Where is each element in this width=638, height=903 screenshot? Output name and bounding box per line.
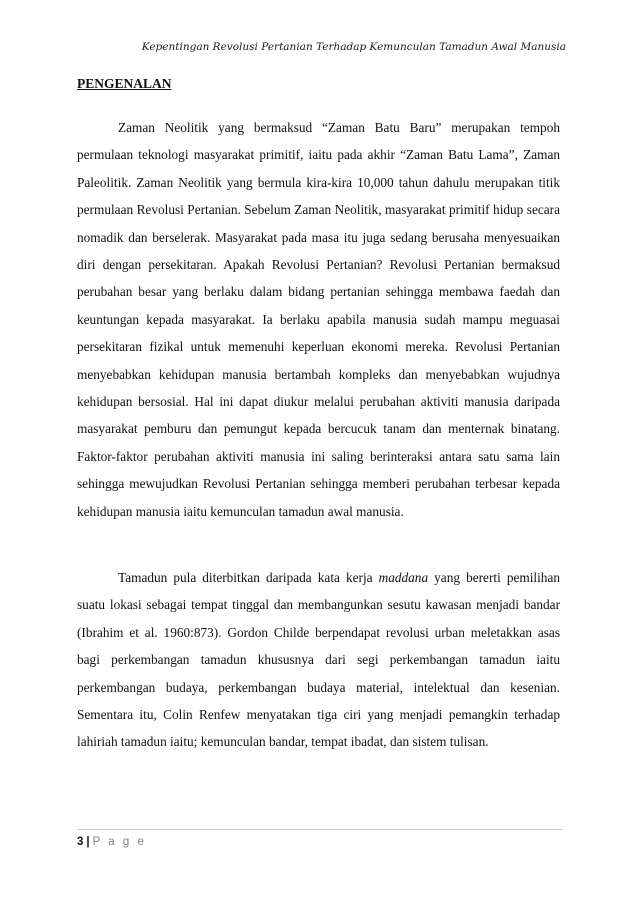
section-heading: PENGENALAN — [77, 76, 172, 91]
page-number: 3 — [77, 836, 84, 848]
footer-separator: | — [86, 836, 90, 848]
paragraph-introduction: Zaman Neolitik yang bermaksud “Zaman Batu Baru” merupakan tempoh permulaan teknologi masyarakat primitif, iaitu pada akhir “Zaman Batu Lama”, Zaman Paleolitik. Zaman Neolitik yang bermula kira-kira 10,000 tahun dahulu merupakan titik permulaan Revolusi Pertanian. Sebelum Zaman Neolitik, masyarakat primitif hidup secara nomadik dan berselerak. Masyarakat pada masa itu juga sedang berusaha menyesuaikan diri dengan persekitaran. Apakah Revolusi Pertanian? Revolusi Pertanian bermaksud perubahan besar yang berlaku dalam bidang pertanian sehingga membawa faedah dan keuntungan kepada masyarakat. Ia berlaku apabila manusia sudah mampu meguasai persekitaran fizikal untuk memenuhi keperluan ekonomi mereka. Revolusi Pertanian menyebabkan kehidupan manusia bertambah kompleks dan menyebabkan wujudnya kehidupan bersosial. Hal ini dapat diukur melalui perubahan aktiviti manusia daripada masyarakat pemburu dan pemungut kepada bercucuk tanam dan menternak binatang. Faktor-faktor perubahan aktiviti manusia ini saling berinteraksi antara satu sama lain sehingga mewujudkan Revolusi Pertanian sehingga memberi perubahan terbesar kepada kehidupan manusia iaitu kemunculan tamadun awal manusia. — [77, 120, 560, 519]
page-label: P a g e — [92, 836, 147, 848]
paragraph-text: yang bererti pemilihan suatu lokasi sebagai tempat tinggal dan membangunkan sesutu kawasan menjadi bandar (Ibrahim et al. 1960:873). Gordon Childe berpendapat revolusi urban meletakkan asas bagi perkembangan tamadun khususnya dari segi perkembangan tamadun iaitu perkembangan budaya, perkembangan budaya material, intelektual dan kesenian. Sementara itu, Colin Renfew menyatakan tiga ciri yang menjadi pemangkin terhadap lahiriah tamadun iaitu; kemunculan bandar, tempat ibadat, dan sistem tulisan. — [77, 570, 560, 750]
paragraph-tamadun — [77, 564, 560, 756]
running-header: Kepentingan Revolusi Pertanian Terhadap Kemunculan Tamadun Awal Manusia — [141, 41, 566, 53]
italic-term: maddana — [378, 570, 429, 585]
paragraph-text: Tamadun pula diterbitkan daripada kata kerja — [118, 570, 379, 585]
page-footer — [77, 836, 146, 848]
footer-divider — [77, 829, 563, 830]
